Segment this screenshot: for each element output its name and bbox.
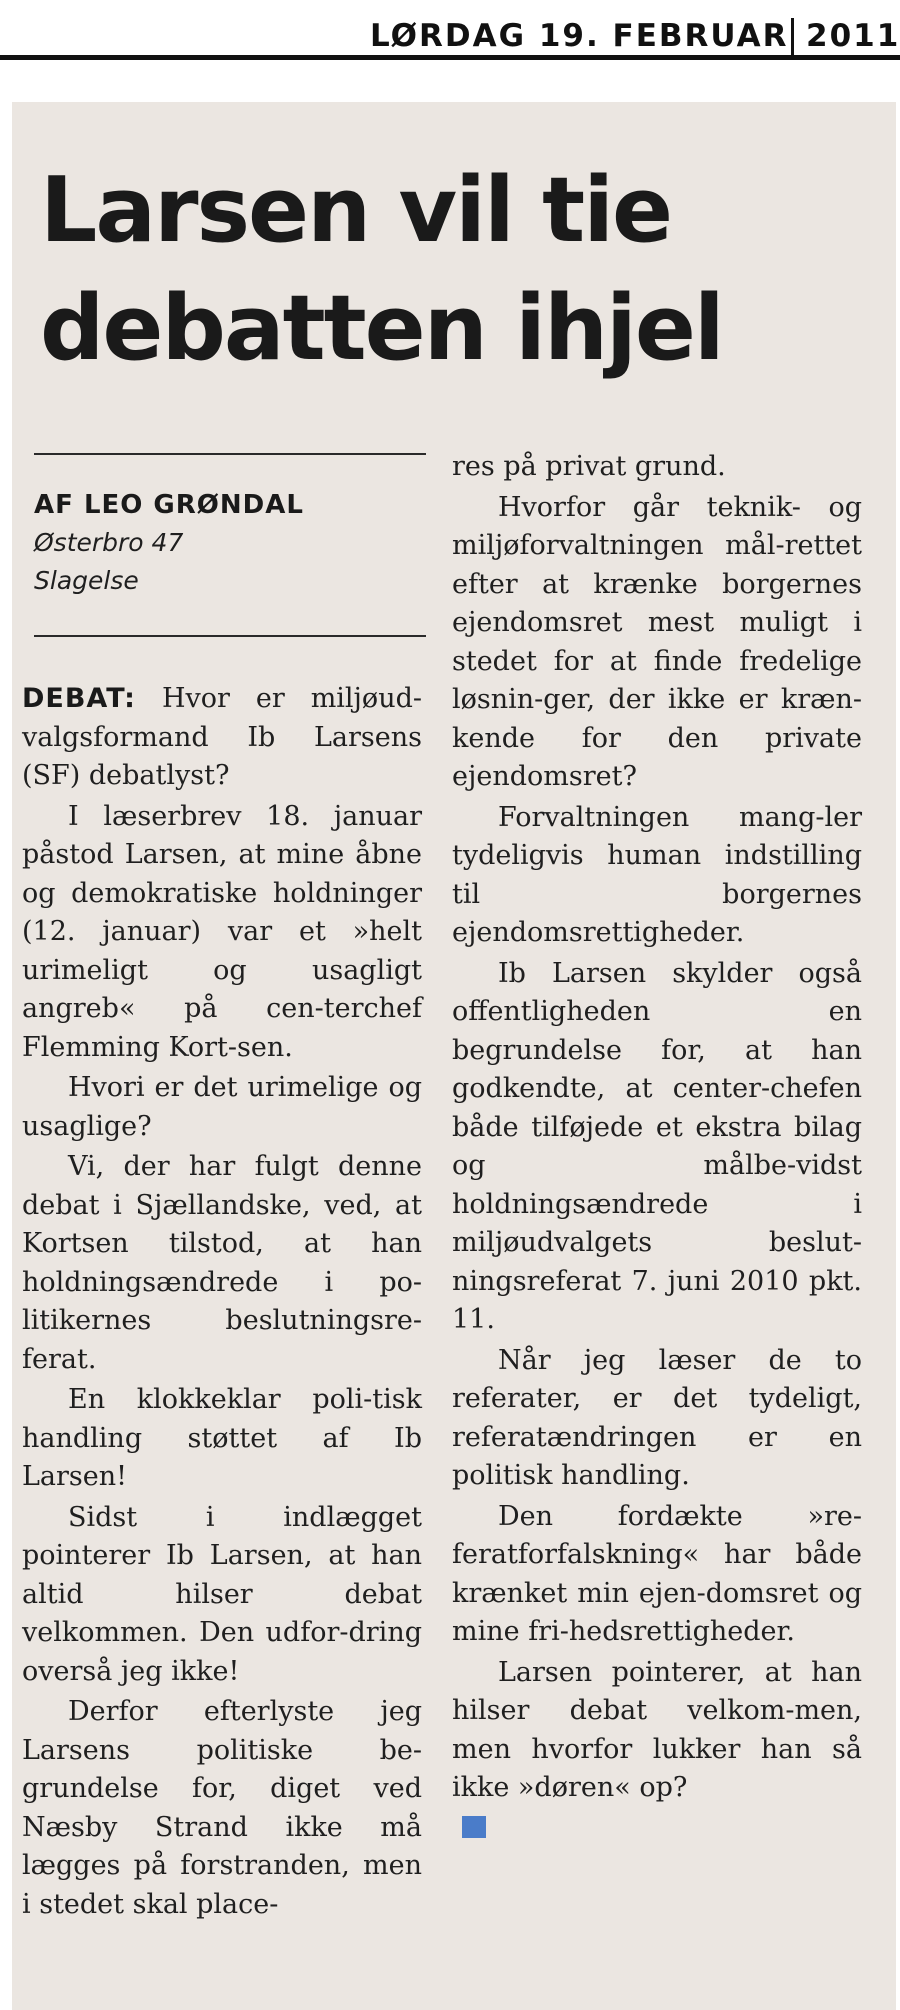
paragraph: Forvaltningen mang-ler tydeligvis human indstilling til borgernes ejendomsrettigheder. <box>452 801 862 948</box>
paragraph: En klokkeklar poli-tisk handling støttet af Ib Larsen! <box>22 1384 422 1492</box>
author-address-city: Slagelse <box>34 566 139 595</box>
paragraph: I læserbrev 18. januar påstod Larsen, at mine åbne og demokratiske holdninger (12. januar) var et »helt urimeligt og usagligt angreb« på cen-terchef Flemming Kort-sen. <box>22 800 422 1063</box>
paragraph: Vi, der har fulgt denne debat i Sjællandske, ved, at Kortsen tilstod, at han holdningsændrede i po-litikernes beslutningsre-ferat. <box>22 1151 422 1375</box>
article-column-1 <box>22 680 422 1924</box>
masthead-separator <box>791 18 794 58</box>
issue-year: 2011 <box>806 18 900 54</box>
paragraph-text: Hvor er miljøud-valgsformand Ib Larsens (SF) debatlyst? <box>22 683 422 791</box>
byline <box>34 486 414 600</box>
paragraph: Ib Larsen skylder også offentligheden en begrundelse for, at han godkendte, at center-chefen både tilføjede et ekstra bilag og målbe-vidst holdningsændrede i miljøudvalgets beslut-ningsreferat 7. juni 2010 pkt. 11. <box>452 957 862 1335</box>
section-label: DEBAT: <box>22 683 136 714</box>
byline-top-rule <box>34 453 426 455</box>
headline-line-1: Larsen vil tie <box>40 158 672 263</box>
paragraph: Hvori er det urimelige og usaglige? <box>22 1072 422 1142</box>
headline-line-2: debatten ihjel <box>40 276 723 381</box>
byline-bottom-rule <box>34 635 426 637</box>
article-column-2 <box>452 448 862 1846</box>
byline-name: LEO GRØNDAL <box>83 490 304 520</box>
article-headline <box>40 152 840 388</box>
author-address-street: Østerbro 47 <box>34 528 184 557</box>
masthead-rule <box>0 55 900 60</box>
paragraph: Hvorfor går teknik- og miljøforvaltningen mål-rettet efter at krænke borgernes ejendomsret mest muligt i stedet for at finde fredelige løsnin-ger, der ikke er kræn-kende for den private ejendomsret? <box>452 491 862 792</box>
paragraph: res på privat grund. <box>452 451 726 482</box>
issue-date: LØRDAG 19. FEBRUAR <box>370 18 789 54</box>
newspaper-masthead <box>0 0 900 62</box>
end-of-article-marker <box>462 1816 486 1838</box>
byline-prefix: AF <box>34 490 74 520</box>
paragraph: Derfor efterlyste jeg Larsens politiske be-grundelse for, diget ved Næsby Strand ikke må lægges på forstranden, men i stedet skal place- <box>22 1696 422 1920</box>
paragraph: Den fordækte »re-feratforfalskning« har både krænket min ejen-domsret og mine fri-hedsrettigheder. <box>452 1500 862 1647</box>
paragraph: Når jeg læser de to referater, er det tydeligt, referatændringen er en politisk handling. <box>452 1344 862 1491</box>
article-clipping <box>12 102 896 2010</box>
paragraph-final <box>452 1654 862 1808</box>
author-name <box>34 486 414 524</box>
paragraph: Sidst i indlægget pointerer Ib Larsen, at han altid hilser debat velkommen. Den udfor-dring overså jeg ikke! <box>22 1501 422 1687</box>
paragraph <box>22 680 422 796</box>
paragraph-text: Larsen pointerer, at han hilser debat velkom-men, men hvorfor lukker han så ikke »døren« op? <box>452 1656 862 1803</box>
